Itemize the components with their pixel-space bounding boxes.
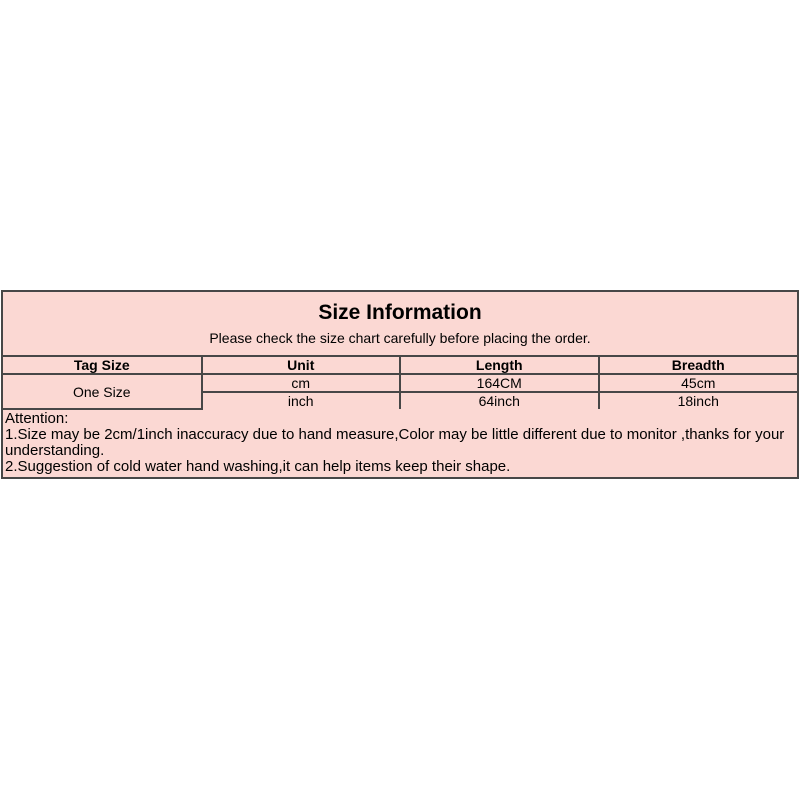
column-header-length: Length [400, 356, 599, 374]
column-header-breadth: Breadth [599, 356, 798, 374]
length-cell-cm: 164CM [400, 374, 599, 392]
tag-size-value-cell: One Size [3, 374, 202, 409]
breadth-cell-inch: 18inch [599, 392, 798, 409]
attention-heading: Attention: [5, 410, 69, 427]
size-table-row-cm [3, 374, 797, 392]
size-table-header-row [3, 356, 797, 374]
column-header-unit: Unit [202, 356, 401, 374]
unit-cell-inch: inch [202, 392, 401, 409]
size-info-panel [1, 290, 799, 479]
page-title: Size Information [318, 300, 482, 324]
breadth-cell-cm: 45cm [599, 374, 798, 392]
panel-subtitle: Please check the size chart carefully before placing the order. [209, 329, 591, 346]
size-table [3, 355, 797, 410]
panel-header [3, 292, 797, 355]
length-cell-inch: 64inch [400, 392, 599, 409]
attention-section [3, 410, 797, 477]
unit-cell-cm: cm [202, 374, 401, 392]
attention-note-1: 1.Size may be 2cm/1inch inaccuracy due to hand measure,Color may be little different due to monitor ,thanks for your understanding. [5, 426, 785, 459]
column-header-tag-size: Tag Size [3, 356, 202, 374]
attention-note-2: 2.Suggestion of cold water hand washing,it can help items keep their shape. [5, 458, 511, 475]
